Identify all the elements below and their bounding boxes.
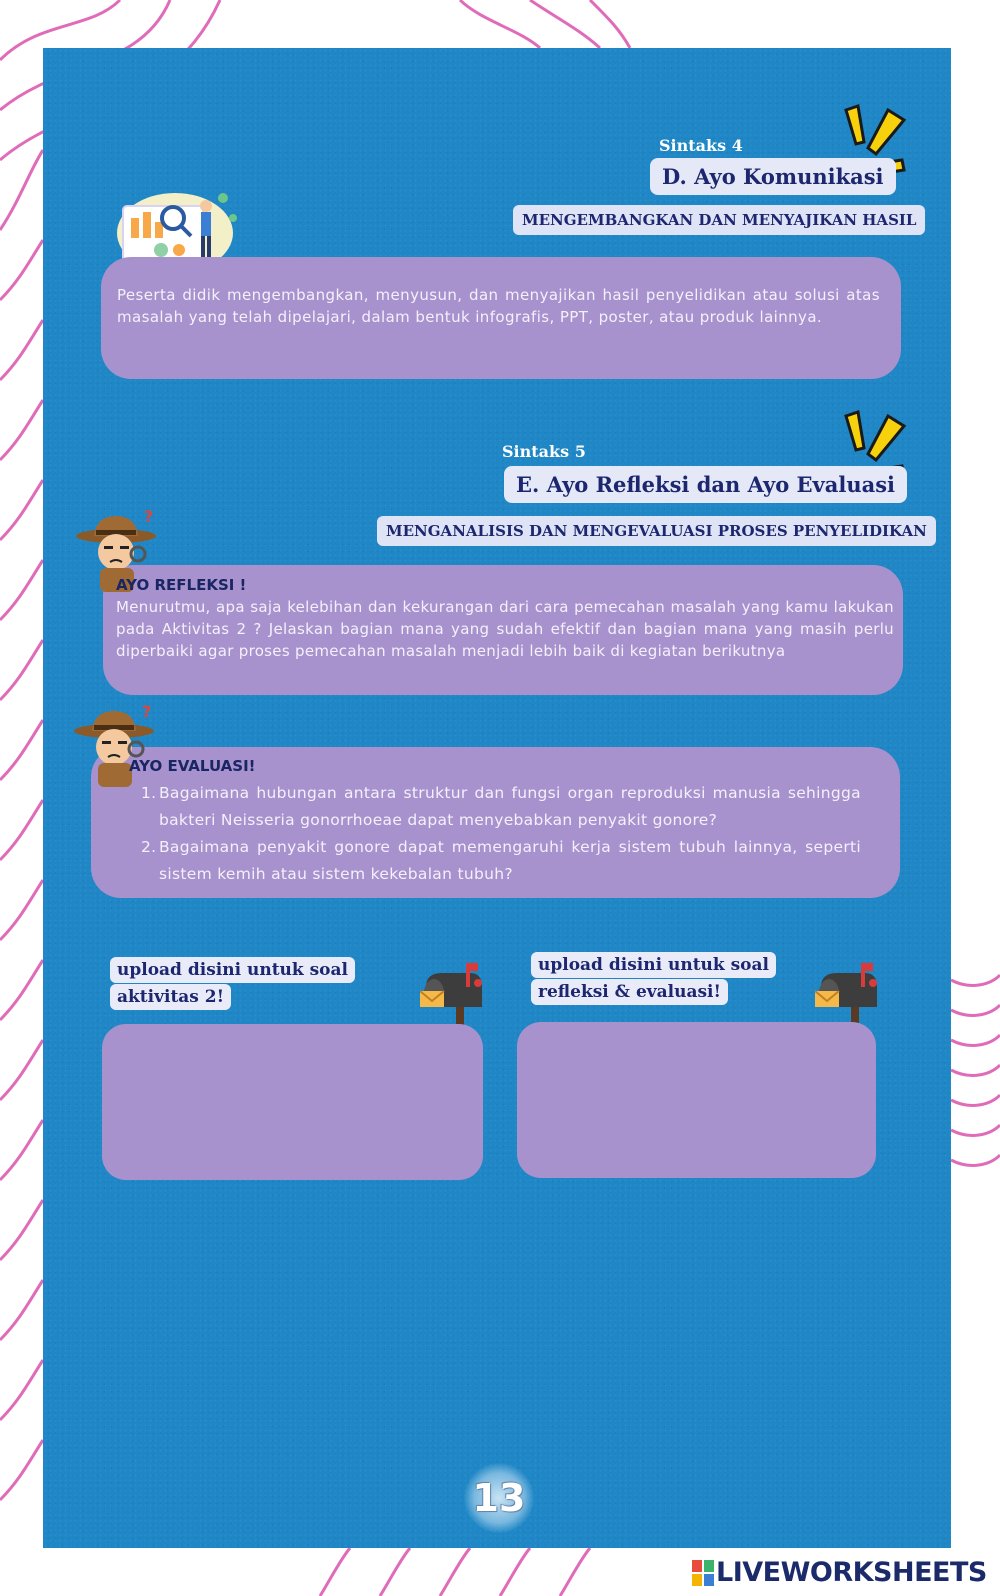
sintaks-4-label: Sintaks 4 xyxy=(659,136,743,155)
evaluasi-question-list xyxy=(141,780,861,888)
upload-label-line: upload disini untuk soal xyxy=(531,952,776,978)
liveworksheets-logo-icon xyxy=(692,1560,714,1586)
liveworksheets-wordmark: LIVEWORKSHEETS xyxy=(716,1557,987,1588)
question-text: Bagaimana hubungan antara struktur dan fungsi organ reproduksi manusia sehingga bakteri Neisseria gonorrhoeae dapat menyebabkan penyakit gonore? xyxy=(159,784,861,829)
question-text: Bagaimana penyakit gonore dapat memengaruhi kerja sistem tubuh lainnya, seperti sistem kemih atau sistem kekebalan tubuh? xyxy=(159,838,861,883)
svg-text:?: ? xyxy=(142,703,152,721)
question-number: 1. xyxy=(141,784,157,802)
evaluasi-question-2 xyxy=(141,834,861,888)
upload-label-aktivitas xyxy=(110,957,355,1011)
section-subtitle-komunikasi: MENGEMBANGKAN DAN MENYAJIKAN HASIL xyxy=(513,205,925,235)
upload-dropzone-refleksi[interactable] xyxy=(517,1022,876,1178)
section-title-ayo-komunikasi: D. Ayo Komunikasi xyxy=(650,158,896,195)
upload-label-line: refleksi & evaluasi! xyxy=(531,979,728,1005)
refleksi-question: Menurutmu, apa saja kelebihan dan kekurangan dari cara pemecahan masalah yang kamu lakukan pada Aktivitas 2 ? Jelaskan bagian mana yang sudah efektif dan bagian mana yang masih perlu diperbaiki agar proses pemecahan masalah menjadi lebih baik di kegiatan berikutnya xyxy=(116,598,894,660)
liveworksheets-logo xyxy=(692,1557,987,1588)
sintaks-5-label: Sintaks 5 xyxy=(502,442,586,461)
upload-label-refleksi xyxy=(531,952,776,1006)
evaluasi-question-1 xyxy=(141,780,861,834)
evaluasi-heading: AYO EVALUASI! xyxy=(129,757,256,775)
section-subtitle-refleksi: MENGANALISIS DAN MENGEVALUASI PROSES PENYELIDIKAN xyxy=(377,516,936,546)
question-number: 2. xyxy=(141,838,157,856)
refleksi-heading: AYO REFLEKSI ! xyxy=(116,576,247,594)
upload-dropzone-aktivitas[interactable] xyxy=(102,1024,483,1180)
section-title-refleksi-evaluasi: E. Ayo Refleksi dan Ayo Evaluasi xyxy=(504,466,907,503)
detective-icon xyxy=(72,703,162,789)
upload-label-line: aktivitas 2! xyxy=(110,984,231,1010)
komunikasi-description-text: Peserta didik mengembangkan, menyusun, dan menyajikan hasil penyelidikan atau solusi atas masalah yang telah dipelajari, dalam bentuk infografis, PPT, poster, atau produk lainnya. xyxy=(117,286,880,326)
page-number: 13 xyxy=(464,1463,534,1533)
upload-label-line: upload disini untuk soal xyxy=(110,957,355,983)
svg-text:?: ? xyxy=(144,508,154,526)
